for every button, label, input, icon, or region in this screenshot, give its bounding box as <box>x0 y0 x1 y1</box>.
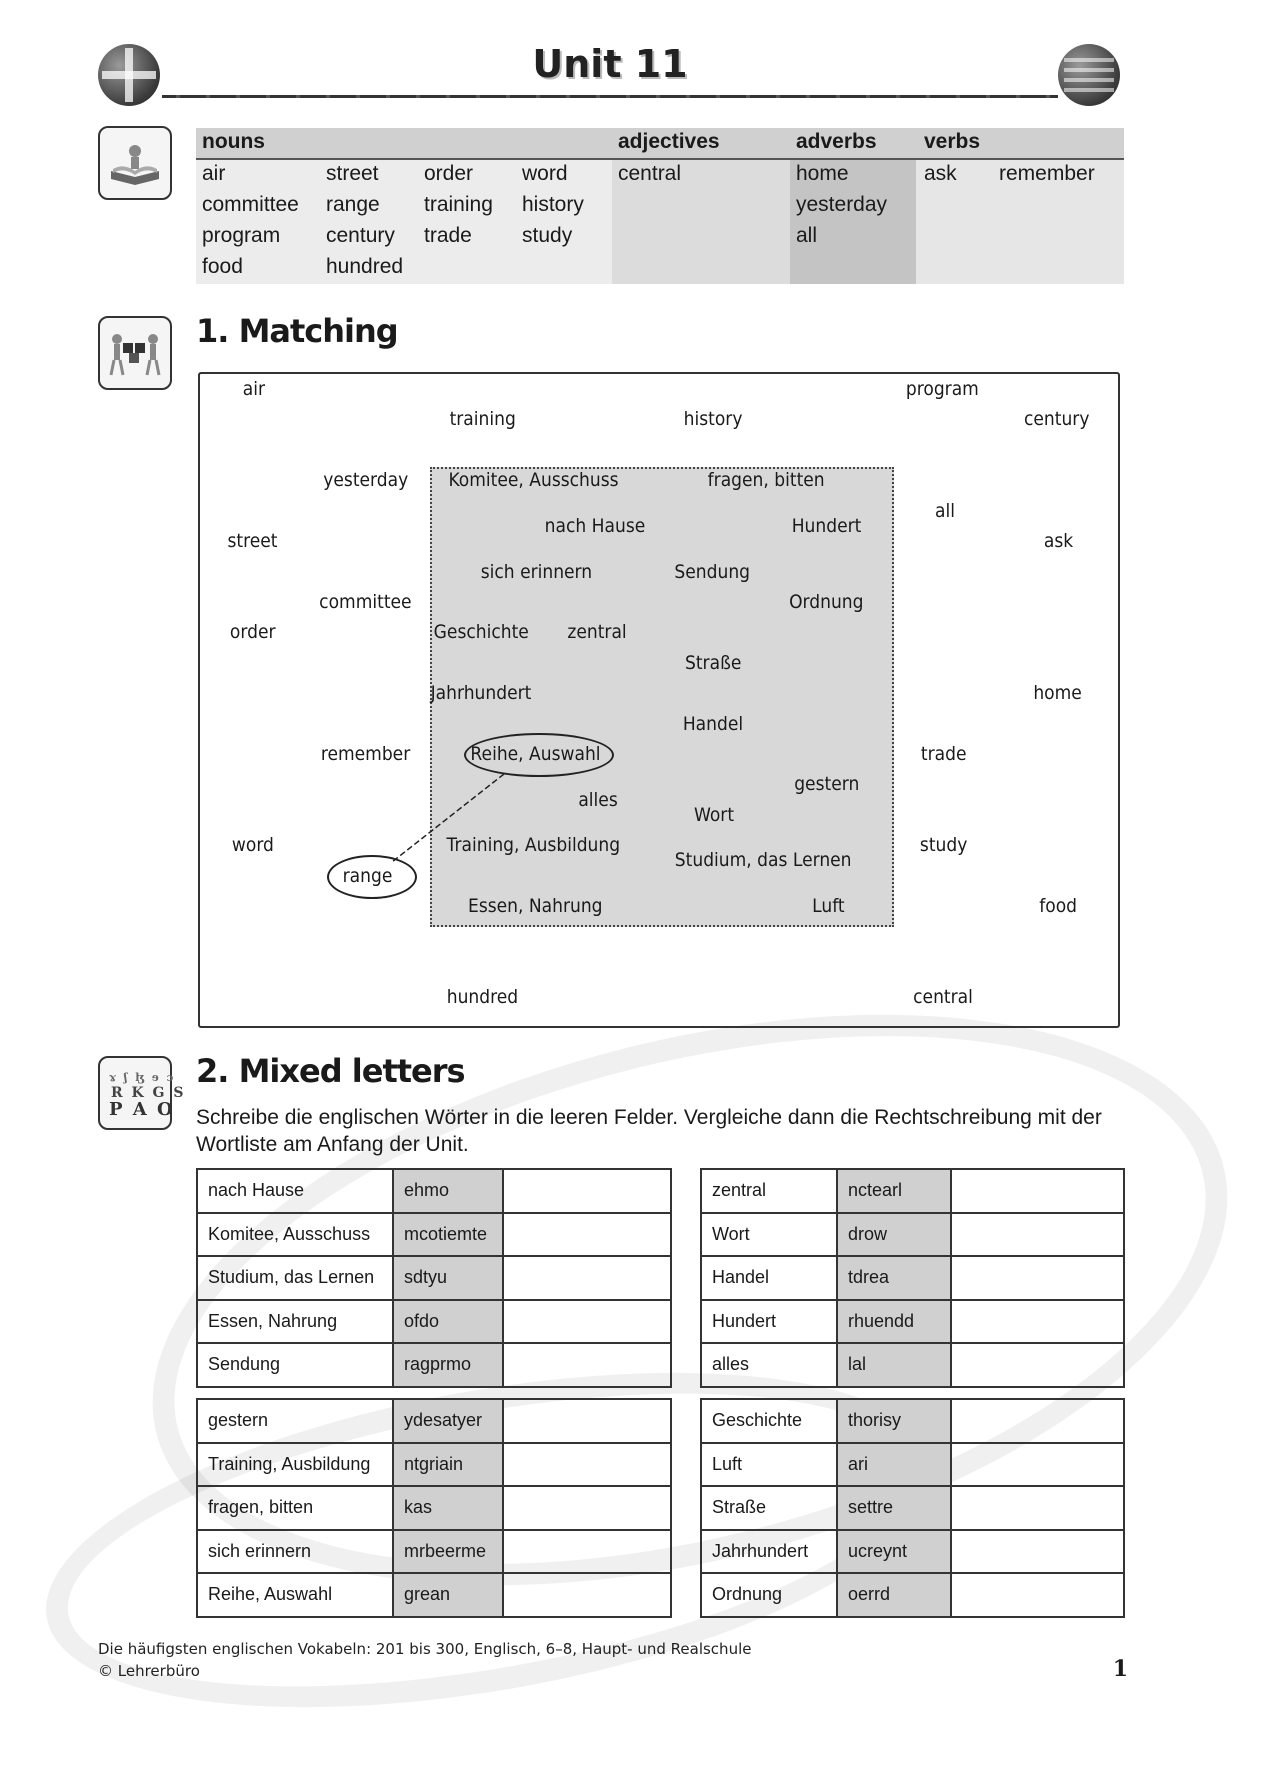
matching-word: trade <box>920 743 967 765</box>
vocab-word: central <box>618 162 682 185</box>
book-icon <box>98 126 172 200</box>
german-word: Sendung <box>197 1343 393 1387</box>
header-verbs: verbs <box>924 130 981 153</box>
svg-text:P A O: P A O <box>109 1099 175 1120</box>
page-title: Unit 11 <box>532 42 688 86</box>
table-row <box>197 1169 671 1213</box>
vocab-word: study <box>522 224 573 247</box>
answer-field[interactable] <box>951 1530 1124 1574</box>
vocabulary-table <box>196 128 1124 284</box>
matching-translation: Essen, Nahrung <box>468 895 603 917</box>
matching-translation: Reihe, Auswahl <box>470 743 601 765</box>
table-row <box>197 1300 671 1344</box>
matching-word: central <box>913 986 973 1008</box>
table-row <box>197 1399 671 1443</box>
header-divider <box>162 95 1058 98</box>
exercise-table <box>700 1398 1125 1618</box>
answer-field[interactable] <box>951 1443 1124 1487</box>
vocab-word: order <box>424 162 474 185</box>
footer-source: Die häufigsten englischen Vokabeln: 201 bis 300, Englisch, 6–8, Haupt- und Realschule <box>98 1640 752 1658</box>
vocab-word: remember <box>999 162 1095 185</box>
exercise-table <box>196 1398 672 1618</box>
matching-word: street <box>227 530 278 552</box>
scrambled-word: ragprmo <box>393 1343 503 1387</box>
footer <box>98 1638 751 1682</box>
table-row <box>701 1213 1124 1257</box>
letters-icon <box>98 1056 186 1130</box>
matching-word: study <box>919 834 968 856</box>
scrambled-word: mrbeerme <box>393 1530 503 1574</box>
answer-field[interactable] <box>503 1573 671 1617</box>
footer-copyright: © Lehrerbüro <box>98 1662 200 1680</box>
matching-translation: nach Hause <box>544 515 646 537</box>
matching-word: word <box>231 834 274 856</box>
answer-field[interactable] <box>951 1169 1124 1213</box>
answer-field[interactable] <box>503 1213 671 1257</box>
puzzle-icon <box>98 316 172 390</box>
german-word: Straße <box>701 1486 837 1530</box>
matching-translation: Ordnung <box>789 591 864 613</box>
vocab-word: yesterday <box>796 193 888 216</box>
german-word: Geschichte <box>701 1399 837 1443</box>
matching-word: history <box>683 408 743 430</box>
table-row <box>197 1573 671 1617</box>
matching-translation: Training, Ausbildung <box>446 834 621 856</box>
german-word: Wort <box>701 1213 837 1257</box>
matching-translation: Wort <box>693 804 735 826</box>
header-adverbs: adverbs <box>796 130 877 153</box>
matching-word: range <box>342 865 393 887</box>
matching-word: ask <box>1043 530 1074 552</box>
scrambled-word: nctearl <box>837 1169 951 1213</box>
header-nouns: nouns <box>202 130 265 153</box>
scrambled-word: thorisy <box>837 1399 951 1443</box>
answer-field[interactable] <box>503 1443 671 1487</box>
table-row <box>701 1343 1124 1387</box>
table-row <box>701 1573 1124 1617</box>
scrambled-word: ydesatyer <box>393 1399 503 1443</box>
matching-word: program <box>905 378 979 400</box>
answer-field[interactable] <box>503 1399 671 1443</box>
german-word: Jahrhundert <box>701 1530 837 1574</box>
scrambled-word: ofdo <box>393 1300 503 1344</box>
german-word: Komitee, Ausschuss <box>197 1213 393 1257</box>
table-row <box>701 1443 1124 1487</box>
answer-field[interactable] <box>503 1169 671 1213</box>
table-row <box>701 1169 1124 1213</box>
german-word: nach Hause <box>197 1169 393 1213</box>
vocab-word: hundred <box>326 255 404 278</box>
matching-word: home <box>1033 682 1082 704</box>
svg-text:R K G S: R K G S <box>111 1085 186 1101</box>
answer-field[interactable] <box>503 1486 671 1530</box>
example-connector-line <box>380 770 520 870</box>
vocab-word: ask <box>924 162 957 185</box>
german-word: Reihe, Auswahl <box>197 1573 393 1617</box>
page-number: 1 <box>1112 1656 1128 1682</box>
scrambled-word: ari <box>837 1443 951 1487</box>
answer-field[interactable] <box>503 1343 671 1387</box>
matching-translation: Studium, das Lernen <box>674 849 852 871</box>
scrambled-word: grean <box>393 1573 503 1617</box>
vocab-word: home <box>796 162 849 185</box>
vocab-word: street <box>326 162 379 185</box>
table-row <box>197 1486 671 1530</box>
scrambled-word: settre <box>837 1486 951 1530</box>
german-word: sich erinnern <box>197 1530 393 1574</box>
german-word: Studium, das Lernen <box>197 1256 393 1300</box>
matching-translation: zentral <box>567 621 627 643</box>
scrambled-word: tdrea <box>837 1256 951 1300</box>
scrambled-word: kas <box>393 1486 503 1530</box>
german-word: Luft <box>701 1443 837 1487</box>
answer-field[interactable] <box>951 1486 1124 1530</box>
german-word: alles <box>701 1343 837 1387</box>
table-row <box>701 1300 1124 1344</box>
scrambled-word: ehmo <box>393 1169 503 1213</box>
table-row <box>197 1530 671 1574</box>
table-row <box>197 1213 671 1257</box>
table-row <box>701 1256 1124 1300</box>
scrambled-word: ucreynt <box>837 1530 951 1574</box>
scrambled-word: oerrd <box>837 1573 951 1617</box>
table-row <box>197 1343 671 1387</box>
matching-translation: Hundert <box>791 515 862 537</box>
section-title-matching: 1. Matching <box>196 312 398 350</box>
scrambled-word: sdtyu <box>393 1256 503 1300</box>
header-adjectives: adjectives <box>618 130 720 153</box>
vocab-word: training <box>424 193 493 216</box>
german-word: Training, Ausbildung <box>197 1443 393 1487</box>
matching-translation: Jahrhundert <box>430 682 532 704</box>
vocab-word: committee <box>202 193 299 216</box>
german-word: Hundert <box>701 1300 837 1344</box>
scrambled-word: rhuendd <box>837 1300 951 1344</box>
vocab-word: range <box>326 193 380 216</box>
answer-field[interactable] <box>951 1300 1124 1344</box>
matching-translation: Komitee, Ausschuss <box>448 469 619 491</box>
scrambled-word: lal <box>837 1343 951 1387</box>
matching-word: air <box>242 378 266 400</box>
matching-word: hundred <box>446 986 519 1008</box>
vocab-word: word <box>522 162 568 185</box>
vocab-word: food <box>202 255 243 278</box>
answer-field[interactable] <box>951 1213 1124 1257</box>
matching-translation: alles <box>578 789 618 811</box>
vocab-word: trade <box>424 224 472 247</box>
table-row <box>701 1486 1124 1530</box>
vocab-word: history <box>522 193 584 216</box>
svg-text:ɤ ʃ ɮ ɘ ɔ: ɤ ʃ ɮ ɘ ɔ <box>109 1071 176 1084</box>
answer-field[interactable] <box>503 1256 671 1300</box>
vocab-word: air <box>202 162 226 185</box>
matching-translation: Handel <box>682 713 744 735</box>
german-word: gestern <box>197 1399 393 1443</box>
answer-field[interactable] <box>503 1530 671 1574</box>
section-title-mixed-letters: 2. Mixed letters <box>196 1052 465 1090</box>
scrambled-word: drow <box>837 1213 951 1257</box>
german-word: Handel <box>701 1256 837 1300</box>
german-word: zentral <box>701 1169 837 1213</box>
matching-word: all <box>935 500 955 522</box>
matching-word: food <box>1039 895 1078 917</box>
answer-field[interactable] <box>951 1343 1124 1387</box>
matching-translation: sich erinnern <box>480 561 593 583</box>
matching-word: training <box>449 408 516 430</box>
matching-translation: Geschichte <box>433 621 529 643</box>
german-word: fragen, bitten <box>197 1486 393 1530</box>
matching-translation: Sendung <box>674 561 751 583</box>
german-word: Essen, Nahrung <box>197 1300 393 1344</box>
vocab-word: all <box>796 224 818 247</box>
answer-field[interactable] <box>951 1573 1124 1617</box>
matching-word: order <box>229 621 276 643</box>
german-word: Ordnung <box>701 1573 837 1617</box>
matching-translation: Straße <box>685 652 742 674</box>
instruction-text: Schreibe die englischen Wörter in die leeren Felder. Vergleiche dann die Rechtschreibung mit der Wortliste am Anfang der Unit. <box>196 1106 1102 1156</box>
answer-field[interactable] <box>503 1300 671 1344</box>
matching-translation: gestern <box>794 773 860 795</box>
table-row <box>701 1530 1124 1574</box>
matching-word: remember <box>320 743 411 765</box>
matching-word: committee <box>319 591 412 613</box>
answer-field[interactable] <box>951 1399 1124 1443</box>
matching-translation: Luft <box>812 895 845 917</box>
exercise-table <box>700 1168 1125 1388</box>
table-row <box>197 1443 671 1487</box>
matching-word: yesterday <box>323 469 409 491</box>
exercise-table <box>196 1168 672 1388</box>
table-row <box>701 1399 1124 1443</box>
vocab-word: century <box>326 224 395 247</box>
matching-translation: fragen, bitten <box>707 469 825 491</box>
vocab-word: program <box>202 224 281 247</box>
scrambled-word: mcotiemte <box>393 1213 503 1257</box>
matching-word: century <box>1023 408 1090 430</box>
table-row <box>197 1256 671 1300</box>
answer-field[interactable] <box>951 1256 1124 1300</box>
scrambled-word: ntgriain <box>393 1443 503 1487</box>
